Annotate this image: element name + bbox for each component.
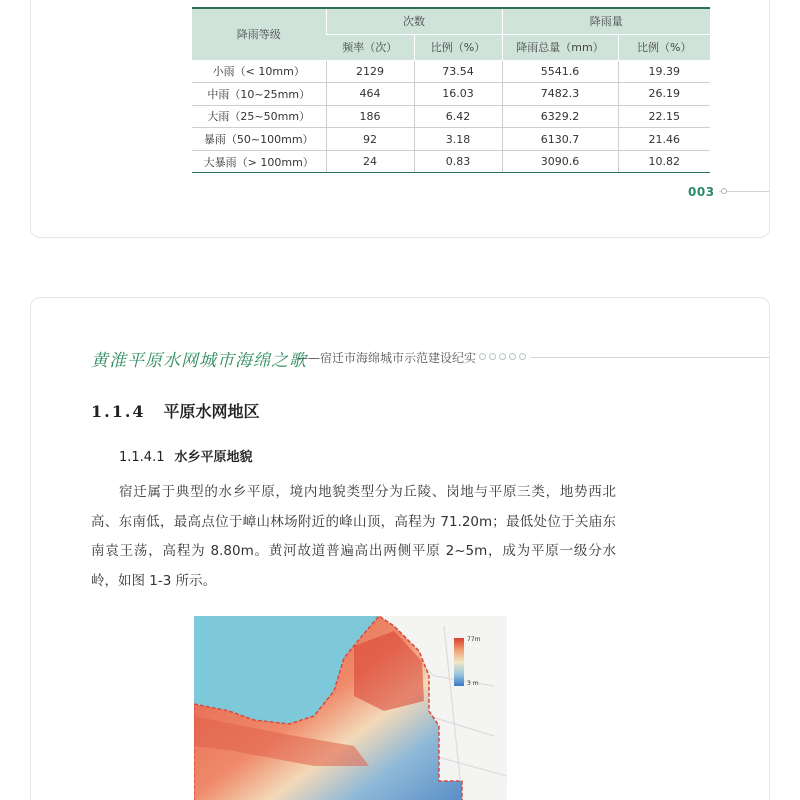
header-count-group: 次数 — [326, 8, 502, 34]
cell-amount-ratio: 10.82 — [618, 150, 710, 173]
legend-max-label: 77m — [467, 636, 481, 643]
table-row — [192, 150, 710, 173]
page-number: 003 — [688, 185, 715, 199]
subsection-number: 1.1.4.1 — [119, 450, 165, 465]
page-card-top — [30, 0, 770, 238]
cell-count-ratio: 0.83 — [414, 150, 502, 173]
rainfall-table — [192, 7, 710, 173]
page-card-bottom — [30, 297, 770, 800]
subsection-title: 水乡平原地貌 — [174, 450, 253, 465]
cell-count-ratio: 73.54 — [414, 60, 502, 83]
cell-count-ratio: 3.18 — [414, 128, 502, 151]
table-header-row — [192, 8, 710, 34]
header-level: 降雨等级 — [192, 8, 326, 60]
cell-total: 7482.3 — [502, 83, 618, 106]
header-freq: 频率（次） — [326, 34, 414, 60]
running-head-dots-icon — [479, 353, 526, 360]
running-head-subtitle: ——宿迁市海绵城市示范建设纪实 — [296, 351, 477, 365]
table-row — [192, 105, 710, 128]
cell-level: 大暴雨（> 100mm） — [192, 150, 326, 173]
body-paragraph: 宿迁属于典型的水乡平原，境内地貌类型分为丘陵、岗地与平原三类，地势西北高、东南低，最高点位于嶂山林场附近的峰山顶，高程为 71.20m；最低处位于关庙东南袁王荡，高程为 8.80m。黄河故道普遍高出两侧平原 2~5m，成为平原一级分水岭，如图 1-3 所示。 — [91, 484, 616, 589]
cell-level: 小雨（< 10mm） — [192, 60, 326, 83]
cell-level: 暴雨（50~100mm） — [192, 128, 326, 151]
header-total: 降雨总量（mm） — [502, 34, 618, 60]
cell-level: 大雨（25~50mm） — [192, 105, 326, 128]
table-row — [192, 128, 710, 151]
cell-total: 3090.6 — [502, 150, 618, 173]
cell-count-ratio: 6.42 — [414, 105, 502, 128]
cell-total: 6130.7 — [502, 128, 618, 151]
cell-amount-ratio: 26.19 — [618, 83, 710, 106]
header-count-ratio: 比例（%） — [414, 34, 502, 60]
header-amount-ratio: 比例（%） — [618, 34, 710, 60]
cell-freq: 92 — [326, 128, 414, 151]
cell-count-ratio: 16.03 — [414, 83, 502, 106]
header-amount-group: 降雨量 — [502, 8, 710, 34]
running-head-title: 黄淮平原水网城市海绵之歌 — [91, 351, 307, 371]
cell-total: 6329.2 — [502, 105, 618, 128]
table-row — [192, 83, 710, 106]
legend-min-label: 3 m — [467, 680, 479, 687]
section-number: 1.1.4 — [91, 402, 146, 421]
legend-color-bar — [454, 638, 464, 686]
section-heading — [91, 399, 260, 422]
cell-freq: 186 — [326, 105, 414, 128]
cell-freq: 2129 — [326, 60, 414, 83]
running-head-rule — [531, 357, 770, 358]
cell-level: 中雨（10~25mm） — [192, 83, 326, 106]
page-number-dot-icon — [721, 188, 727, 194]
cell-freq: 464 — [326, 83, 414, 106]
subsection-heading — [119, 446, 253, 465]
cell-amount-ratio: 22.15 — [618, 105, 710, 128]
cell-amount-ratio: 19.39 — [618, 60, 710, 83]
cell-freq: 24 — [326, 150, 414, 173]
table-row — [192, 60, 710, 83]
cell-amount-ratio: 21.46 — [618, 128, 710, 151]
elevation-map-figure — [194, 616, 507, 800]
section-title: 平原水网地区 — [163, 402, 260, 421]
cell-total: 5541.6 — [502, 60, 618, 83]
